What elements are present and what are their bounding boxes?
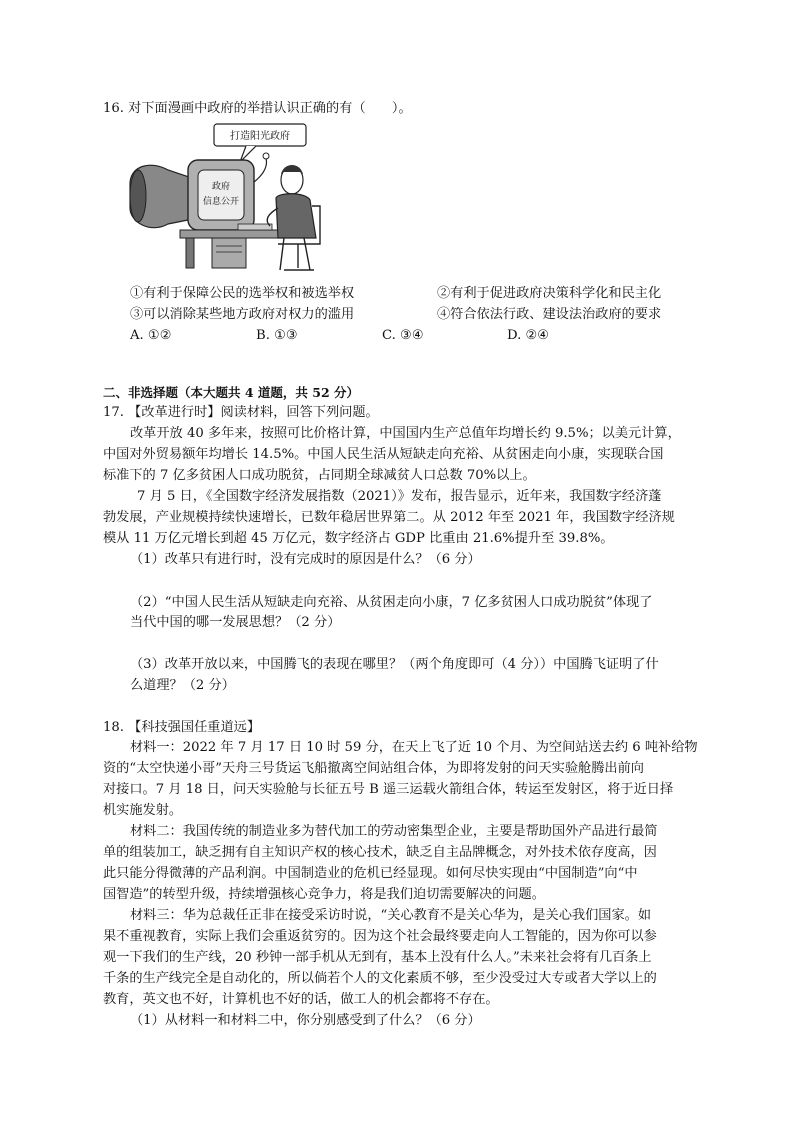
q17-title: 17. 【改革进行时】阅读材料，回答下列问题。: [103, 405, 379, 420]
q17-sub3-line2: 么道理？（2 分）: [130, 678, 235, 693]
choice-d[interactable]: D. ②④: [507, 328, 550, 343]
q18-m3-line5: 教育，英文也不好，计算机也不好的话，做工人的机会都将不存在。: [103, 992, 499, 1007]
q18-sub1: （1）从材料一和材料二中，你分别感受到了什么？（6 分）: [130, 1013, 481, 1028]
q18-m2-line4: 国智造”的转型升级，持续增强核心竞争力，将是我们迫切需要解决的问题。: [103, 887, 545, 902]
choice-c[interactable]: C. ③④: [382, 328, 424, 343]
computer-case: [212, 238, 246, 268]
q18-m3-line4: 千条的生产线完全是自动化的，所以倘若个人的文化素质不够，至少没受过大专或者大学以上的: [103, 971, 657, 986]
q18-m3-line1: 材料三：华为总裁任正非在接受采访时说，“关心教育不是关心华为，是关心我们国家。如: [130, 908, 652, 923]
statement-1: ①有利于保障公民的选举权和被选举权: [130, 286, 355, 301]
q17-para1-line3: 标准下的 7 亿多贫困人口成功脱贫，占同期全球减贫人口总数 70%以上。: [103, 468, 536, 483]
q18-title: 18. 【科技强国任重道远】: [103, 720, 261, 735]
screen-text-1: 政府: [211, 182, 231, 192]
q18-m1-line4: 机实施发射。: [103, 803, 183, 818]
q16-stem: 16. 对下面漫画中政府的举措认识正确的有（ ）。: [103, 101, 412, 116]
choice-b[interactable]: B. ①③: [256, 328, 298, 343]
statement-3: ③可以消除某些地方政府对权力的滥用: [130, 307, 355, 322]
statement-4: ④符合依法行政、建设法治政府的要求: [437, 307, 662, 322]
screen-text-2: 信息公开: [202, 197, 240, 207]
section-title: 二、非选择题（本大题共 4 道题，共 52 分）: [103, 385, 360, 400]
q17-sub3-line1: （3）改革开放以来，中国腾飞的表现在哪里？（两个角度即可（4 分））中国腾飞证明了什: [130, 657, 659, 672]
desk-leg: [186, 238, 194, 268]
q18-m2-line1: 材料二：我国传统的制造业多为替代加工的劳动密集型企业，主要是帮助国外产品进行最简: [130, 824, 658, 839]
statement-2: ②有利于促进政府决策科学化和民主化: [437, 286, 662, 301]
monitor-arm: [254, 158, 267, 182]
monitor-hand: [263, 153, 269, 159]
q18-m1-line2: 资的“太空快递小哥”天舟三号货运飞船撤离空间站组合体，为即将发射的问天实验舱腾出前向: [103, 761, 644, 776]
q17-sub1: （1）改革只有进行时，没有完成时的原因是什么？（6 分）: [130, 552, 481, 567]
q17-para1-line1: 改革开放 40 多年来，按照可比价格计算，中国国内生产总值年均增长约 9.5%；以美元计算，: [130, 426, 681, 441]
q17-sub2-line2: 当代中国的哪一发展思想？（2 分）: [130, 615, 341, 630]
cartoon-illustration: [128, 122, 328, 274]
q17-para2-line1: 7 月 5 日，《全国数字经济发展指数（2021）》发布，报告显示，近年来，我国数字经济蓬: [137, 489, 662, 504]
q17-para2-line2: 勃发展，产业规模持续快速增长，已数年稳居世界第二。从 2012 年至 2021 年，我国数字经济规: [103, 510, 675, 525]
megaphone-mouth: [130, 170, 146, 222]
monitor-screen: [198, 170, 244, 220]
q18-m1-line1: 材料一：2022 年 7 月 17 日 10 时 59 分，在天上飞了近 10 个月、为空间站送去约 6 吨补给物: [130, 740, 698, 755]
q18-m3-line3: 观一下我们的生产线，20 秒钟一部手机从无到有，基本上没有什么人。”未来社会将有几百条上: [103, 950, 652, 965]
q17-sub2-line1: （2）“中国人民生活从短缺走向充裕、从贫困走向小康，7 亿多贫困人口成功脱贫”体现了: [130, 595, 653, 610]
choice-a[interactable]: A. ①②: [130, 328, 172, 343]
q18-m3-line2: 果不重视教育，实际上我们会重返贫穷的。因为这个社会最终要走向人工智能的，因为你可以参: [103, 929, 657, 944]
q17-para2-line3: 模从 11 万亿元增长到超 45 万亿元，数字经济占 GDP 比重由 21.6%提升至 39.8%。: [103, 531, 614, 546]
person-body: [276, 194, 316, 238]
q17-para1-line2: 中国对外贸易额年均增长 14.5%。中国人民生活从短缺走向充裕、从贫困走向小康，实现联合国: [103, 447, 664, 462]
q18-m2-line2: 单的组装加工，缺乏拥有自主知识产权的核心技术，缺乏自主品牌概念，对外技术依存度高，因: [103, 845, 657, 860]
q18-m1-line3: 对接口。7 月 18 日，问天实验舱与长征五号 B 遥三运载火箭组合体，转运至发射区，将于近日择: [103, 782, 674, 797]
person-legs: [280, 238, 310, 270]
speech-bubble-text: 打造阳光政府: [230, 131, 290, 142]
keyboard-icon: [238, 224, 272, 230]
q18-m2-line3: 此只能分得微薄的产品利润。中国制造业的危机已经显现。如何尽快实现由“中国制造”向“中: [103, 866, 638, 881]
